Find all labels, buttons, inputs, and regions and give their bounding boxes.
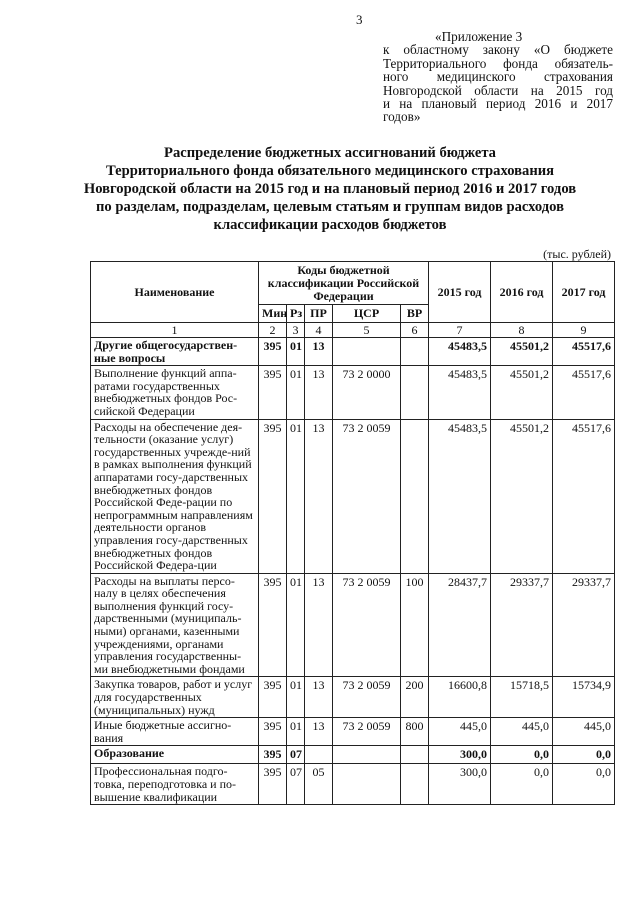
row-2015: 45483,5: [429, 366, 491, 419]
header-row: [91, 262, 615, 305]
row-min: 395: [259, 677, 287, 718]
column-index: 9: [553, 323, 615, 338]
row-vr: [401, 366, 429, 419]
appendix-line: «Приложение 3: [435, 29, 523, 44]
row-name: Другие общегосударствен-ные вопросы: [91, 338, 259, 366]
row-csr: 73 2 0059: [333, 677, 401, 718]
row-csr: [333, 764, 401, 805]
row-2016: 29337,7: [491, 573, 553, 677]
header-csr: ЦСР: [333, 305, 401, 323]
row-pr: 13: [305, 366, 333, 419]
document-title: [60, 144, 600, 234]
row-pr: 05: [305, 764, 333, 805]
row-pr: [305, 746, 333, 764]
row-csr: 73 2 0059: [333, 419, 401, 573]
row-vr: [401, 338, 429, 366]
header-name: Наименование: [91, 262, 259, 323]
row-min: 395: [259, 419, 287, 573]
title-line: Распределение бюджетных ассигнований бюджета: [164, 145, 496, 161]
row-min: 395: [259, 718, 287, 746]
column-index: 5: [333, 323, 401, 338]
row-csr: [333, 338, 401, 366]
row-2017: 0,0: [553, 746, 615, 764]
row-csr: 73 2 0059: [333, 718, 401, 746]
title-line: классификации расходов бюджетов: [213, 217, 447, 233]
column-index: 7: [429, 323, 491, 338]
row-vr: [401, 746, 429, 764]
row-2015: 445,0: [429, 718, 491, 746]
table-row: [91, 764, 615, 805]
row-vr: 100: [401, 573, 429, 677]
title-line: по разделам, подразделам, целевым статьям и группам видов расходов: [96, 199, 564, 215]
row-2015: 28437,7: [429, 573, 491, 677]
table-body: [91, 323, 615, 805]
row-vr: [401, 419, 429, 573]
row-name: Выполнение функций аппа-ратами государственных внебюджетных фондов Рос-сийской Федерации: [91, 366, 259, 419]
row-name: Иные бюджетные ассигно-вания: [91, 718, 259, 746]
row-2015: 45483,5: [429, 419, 491, 573]
table-row: [91, 573, 615, 677]
row-rz: 07: [287, 764, 305, 805]
row-name: Закупка товаров, работ и услуг для государственных (муниципальных) нужд: [91, 677, 259, 718]
column-index: 6: [401, 323, 429, 338]
row-name: Расходы на выплаты персо-налу в целях обеспечения выполнения функций госу-дарственными (муниципаль-ными) органами, казенными учреждениями, органами управления государственны-ми внебюджетными фондами: [91, 573, 259, 677]
table-row: [91, 366, 615, 419]
row-2016: 0,0: [491, 746, 553, 764]
appendix-line: Территориального фонда обязатель-: [383, 55, 613, 71]
row-min: 395: [259, 366, 287, 419]
header-rz: Рз: [287, 305, 305, 323]
row-2017: 15734,9: [553, 677, 615, 718]
row-rz: 01: [287, 338, 305, 366]
appendix-line: и на плановый период 2016 и 2017: [383, 96, 613, 112]
header-codes-group: Коды бюджетной классификации Российской Федерации: [259, 262, 429, 305]
row-name: Профессиональная подго-товка, переподготовка и по-вышение квалификации: [91, 764, 259, 805]
column-index: 3: [287, 323, 305, 338]
row-2017: 45517,6: [553, 338, 615, 366]
row-2015: 300,0: [429, 746, 491, 764]
row-2016: 45501,2: [491, 419, 553, 573]
row-2016: 0,0: [491, 764, 553, 805]
row-2015: 45483,5: [429, 338, 491, 366]
appendix-line: Новгородской области на 2015 год: [383, 82, 613, 98]
row-2016: 45501,2: [491, 338, 553, 366]
row-csr: 73 2 0000: [333, 366, 401, 419]
header-vr: ВР: [401, 305, 429, 323]
table-row: [91, 677, 615, 718]
column-index: 8: [491, 323, 553, 338]
row-min: 395: [259, 573, 287, 677]
header-pr: ПР: [305, 305, 333, 323]
row-vr: 800: [401, 718, 429, 746]
row-rz: 07: [287, 746, 305, 764]
title-line: Новгородской области на 2015 год и на плановый период 2016 и 2017 годов: [83, 181, 577, 197]
row-rz: 01: [287, 419, 305, 573]
row-2017: 45517,6: [553, 366, 615, 419]
appendix-line: ного медицинского страхования: [383, 69, 613, 85]
budget-table: [90, 261, 615, 805]
table-row: [91, 718, 615, 746]
column-index: 4: [305, 323, 333, 338]
row-rz: 01: [287, 677, 305, 718]
header-2015: 2015 год: [429, 262, 491, 323]
row-2016: 445,0: [491, 718, 553, 746]
row-2017: 0,0: [553, 764, 615, 805]
table-row: [91, 419, 615, 573]
row-pr: 13: [305, 573, 333, 677]
table-row: [91, 746, 615, 764]
appendix-header: [383, 30, 613, 124]
header-min: Мин: [259, 305, 287, 323]
row-pr: 13: [305, 677, 333, 718]
row-min: 395: [259, 746, 287, 764]
row-vr: 200: [401, 677, 429, 718]
title-line: Территориального фонда обязательного медицинского страхования: [105, 163, 555, 179]
row-2017: 45517,6: [553, 419, 615, 573]
units-label: (тыс. рублей): [543, 247, 611, 261]
column-index: 2: [259, 323, 287, 338]
row-pr: 13: [305, 419, 333, 573]
row-vr: [401, 764, 429, 805]
row-name: Образование: [91, 746, 259, 764]
header-2017: 2017 год: [553, 262, 615, 323]
row-rz: 01: [287, 573, 305, 677]
row-2016: 45501,2: [491, 366, 553, 419]
row-rz: 01: [287, 366, 305, 419]
row-2015: 16600,8: [429, 677, 491, 718]
row-csr: [333, 746, 401, 764]
row-csr: 73 2 0059: [333, 573, 401, 677]
page-number: 3: [356, 12, 363, 27]
row-pr: 13: [305, 338, 333, 366]
row-min: 395: [259, 764, 287, 805]
row-rz: 01: [287, 718, 305, 746]
row-2015: 300,0: [429, 764, 491, 805]
column-index: 1: [91, 323, 259, 338]
row-pr: 13: [305, 718, 333, 746]
appendix-line: к областному закону «О бюджете: [383, 42, 613, 58]
row-min: 395: [259, 338, 287, 366]
column-index-row: [91, 323, 615, 338]
table-row: [91, 338, 615, 366]
header-2016: 2016 год: [491, 262, 553, 323]
appendix-line: годов»: [383, 109, 421, 125]
row-2017: 445,0: [553, 718, 615, 746]
row-name: Расходы на обеспечение дея-тельности (оказание услуг) государственных учрежде-ний в рамках выполнения функций аппаратами госу-дарственных внебюджетных фондов Российской Феде-рации по непрограммным направлениям деятельности органов управления госу-дарственных внебюджетных фондов Российской Федера-ции: [91, 419, 259, 573]
row-2016: 15718,5: [491, 677, 553, 718]
row-2017: 29337,7: [553, 573, 615, 677]
